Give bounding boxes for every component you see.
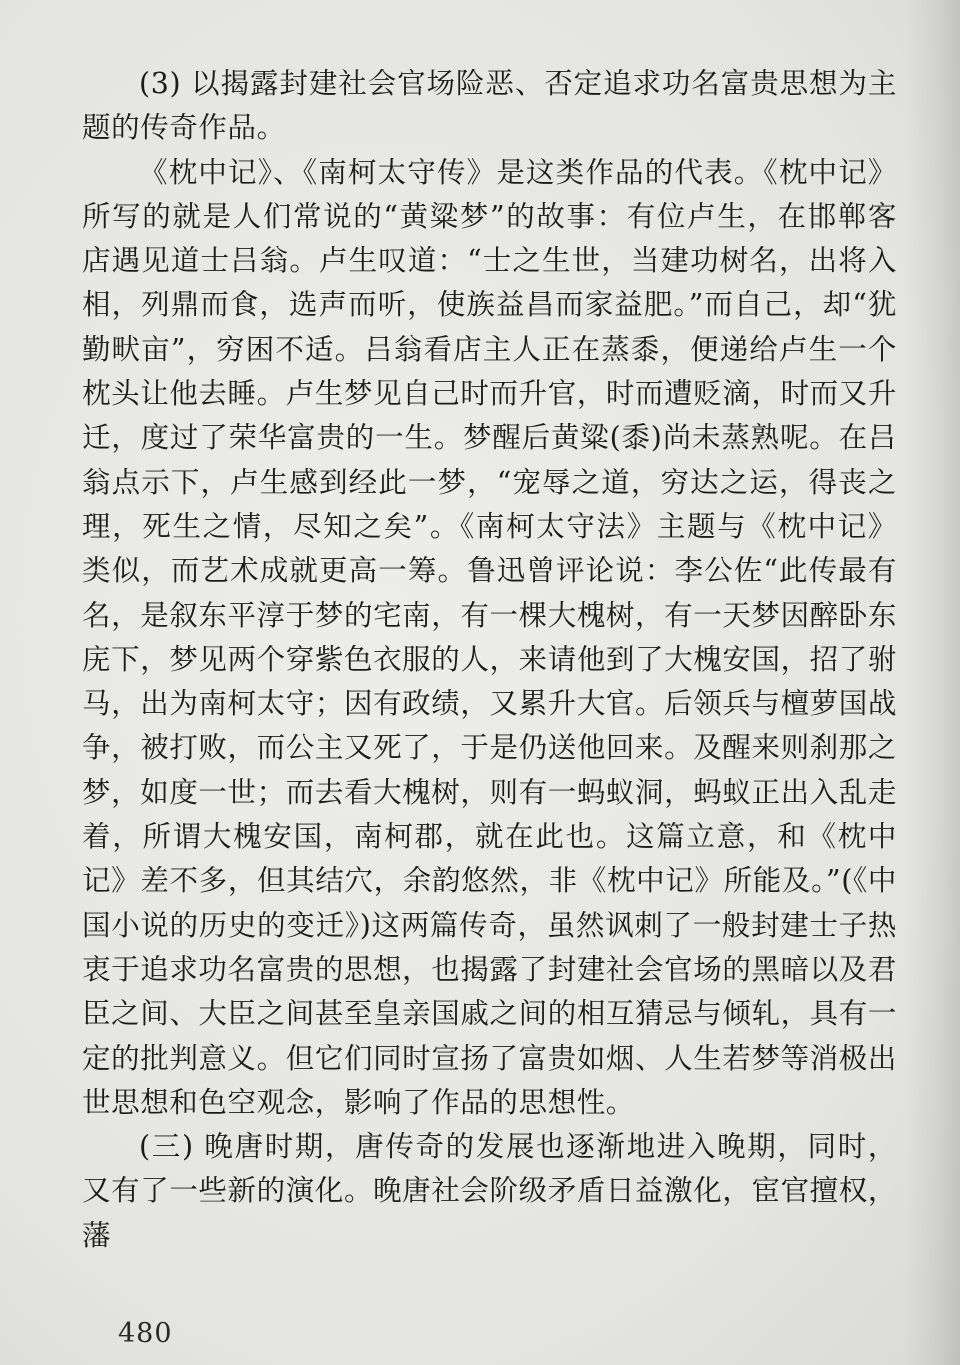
page-edge-shadow (905, 0, 960, 1365)
body-text (82, 62, 897, 1258)
page-number: 480 (118, 1318, 173, 1349)
body-paragraph: 《枕中记》、《南柯太守传》是这类作品的代表。《枕中记》所写的就是人们常说的“黄粱梦”的故事：有位卢生，在邯郸客店遇见道士吕翁。卢生叹道：“士之生世，当建功树名，出将入相，列鼎而食，选声而听，使族益昌而家益肥。”而自己，却“犹勤畎亩”，穷困不适。吕翁看店主人正在蒸黍，便递给卢生一个枕头让他去睡。卢生梦见自己时而升官，时而遭贬滴，时而又升迁，度过了荣华富贵的一生。梦醒后黄粱(黍)尚未蒸熟呢。在吕翁点示下，卢生感到经此一梦，“宠辱之道，穷达之运，得丧之理，死生之情，尽知之矣”。《南柯太守法》主题与《枕中记》类似，而艺术成就更高一筹。鲁迅曾评论说：李公佐“此传最有名，是叙东平淳于梦的宅南，有一棵大槐树，有一天梦因醉卧东庑下，梦见两个穿紫色衣服的人，来请他到了大槐安国，招了驸马，出为南柯太守；因有政绩，又累升大官。后领兵与檀萝国战争，被打败，而公主又死了，于是仍送他回来。及醒来则刹那之梦，如度一世；而去看大槐树，则有一蚂蚁洞，蚂蚁正出入乱走着，所谓大槐安国，南柯郡，就在此也。这篇立意，和《枕中记》差不多，但其结穴，余韵悠然，非《枕中记》所能及。”(《中国小说的历史的变迁》)这两篇传奇，虽然讽刺了一般封建士子热衷于追求功名富贵的思想，也揭露了封建社会官场的黑暗以及君臣之间、大臣之间甚至皇亲国戚之间的相互猜忌与倾轧，具有一定的批判意义。但它们同时宣扬了富贵如烟、人生若梦等消极出世思想和色空观念，影响了作品的思想性。 (82, 155, 897, 1119)
section-start-paragraph: (三) 晚唐时期，唐传奇的发展也逐渐地进入晚期，同时，又有了一些新的演化。晚唐社会阶级矛盾日益激化，宦官擅权，藩 (82, 1130, 897, 1252)
section-heading-paragraph: (3) 以揭露封建社会官场险恶、否定追求功名富贵思想为主题的传奇作品。 (82, 67, 897, 145)
